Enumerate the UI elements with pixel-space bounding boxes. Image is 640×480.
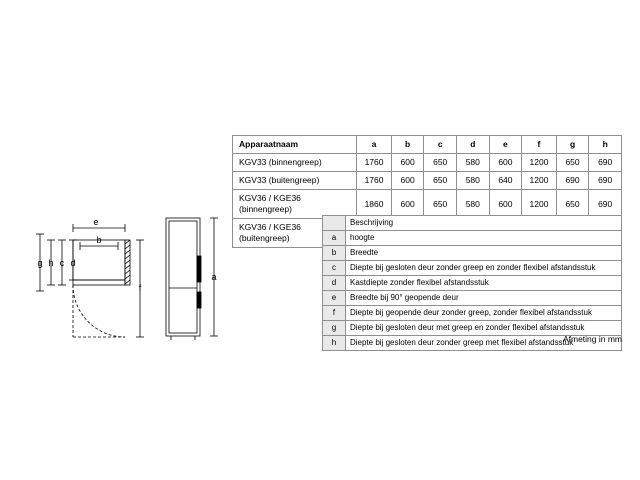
cell-a: 1760 — [357, 172, 392, 190]
legend-description: Diepte bij gesloten deur zonder greep met flexibel afstandsstuk — [346, 336, 622, 351]
cell-d: 580 — [457, 190, 490, 219]
legend-table — [322, 215, 622, 351]
cell-e: 600 — [489, 154, 522, 172]
column-header-b: b — [391, 136, 424, 154]
row-name: KGV33 (buitengreep) — [233, 172, 357, 190]
appliance-dimension-diagram — [18, 196, 228, 346]
cell-h: 690 — [589, 172, 622, 190]
cell-f: 1200 — [522, 154, 557, 172]
legend-key: b — [323, 246, 346, 261]
cell-g: 650 — [556, 154, 589, 172]
table-header-row — [233, 136, 622, 154]
legend-row — [323, 306, 622, 321]
legend-description: Diepte bij geopende deur zonder greep, zonder flexibel afstandsstuk — [346, 306, 622, 321]
legend-key: d — [323, 276, 346, 291]
legend-header-row — [323, 216, 622, 231]
cell-h: 690 — [589, 190, 622, 219]
column-header-c: c — [424, 136, 457, 154]
row-name: KGV36 / KGE36 (buitengreep) — [233, 219, 357, 248]
column-header-e: e — [489, 136, 522, 154]
cell-e: 640 — [489, 172, 522, 190]
legend-key: a — [323, 231, 346, 246]
row-name: KGV36 / KGE36 (binnengreep) — [233, 190, 357, 219]
cell-c: 650 — [424, 172, 457, 190]
unit-footnote: Afmeting in mm — [562, 334, 622, 344]
cell-a: 1860 — [357, 190, 392, 219]
legend-row — [323, 261, 622, 276]
diagram-label-g: g — [37, 258, 43, 268]
cell-f: 1200 — [522, 172, 557, 190]
cell-e: 600 — [489, 190, 522, 219]
legend-header-description: Beschrijving — [346, 216, 622, 231]
cell-g: 650 — [556, 190, 589, 219]
table-row — [233, 154, 622, 172]
diagram-label-c: c — [59, 258, 65, 268]
legend-row — [323, 276, 622, 291]
table-row — [233, 172, 622, 190]
legend-description: Diepte bij gesloten deur zonder greep en zonder flexibel afstandsstuk — [346, 261, 622, 276]
diagram-label-h: h — [48, 258, 54, 268]
cell-a: 1760 — [357, 154, 392, 172]
legend-key: c — [323, 261, 346, 276]
cell-c: 650 — [424, 190, 457, 219]
legend-row — [323, 246, 622, 261]
column-header-f: f — [522, 136, 557, 154]
diagram-label-b: b — [96, 235, 102, 245]
row-name: KGV33 (binnengreep) — [233, 154, 357, 172]
legend-row — [323, 291, 622, 306]
cell-c: 650 — [424, 154, 457, 172]
legend-row — [323, 231, 622, 246]
legend-description: hoogte — [346, 231, 622, 246]
cell-b: 600 — [391, 172, 424, 190]
diagram-label-a: a — [211, 272, 217, 282]
column-header-h: h — [589, 136, 622, 154]
diagram-label-f: f — [138, 283, 142, 293]
cell-b: 600 — [391, 154, 424, 172]
legend-description: Breedte — [346, 246, 622, 261]
legend-description: Kastdiepte zonder flexibel afstandsstuk — [346, 276, 622, 291]
cell-b: 600 — [391, 190, 424, 219]
legend-header-key — [323, 216, 346, 231]
legend-key: h — [323, 336, 346, 351]
legend-key: f — [323, 306, 346, 321]
cell-d: 580 — [457, 154, 490, 172]
legend-description: Breedte bij 90° geopende deur — [346, 291, 622, 306]
column-header-g: g — [556, 136, 589, 154]
cell-h: 690 — [589, 154, 622, 172]
column-header-d: d — [457, 136, 490, 154]
cell-d: 580 — [457, 172, 490, 190]
cell-f: 1200 — [522, 190, 557, 219]
legend-key: g — [323, 321, 346, 336]
column-header-apparaatnaam: Apparaatnaam — [233, 136, 357, 154]
cell-g: 690 — [556, 172, 589, 190]
column-header-a: a — [357, 136, 392, 154]
legend-description: Diepte bij gesloten deur met greep en zonder flexibel afstandsstuk — [346, 321, 622, 336]
diagram-label-d: d — [70, 258, 76, 268]
legend-key: e — [323, 291, 346, 306]
diagram-label-e: e — [93, 217, 99, 227]
